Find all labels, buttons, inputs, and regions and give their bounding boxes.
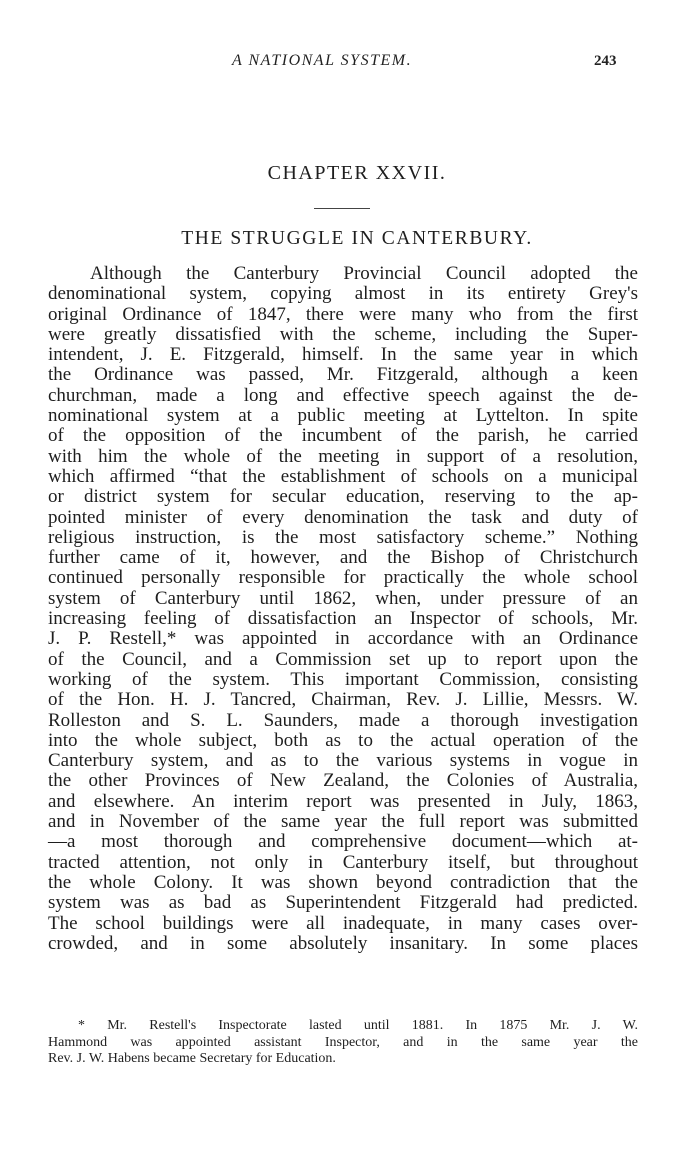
body-line: with him the whole of the meeting in support of a resolution, <box>48 445 638 467</box>
body-line: religious instruction, is the most satisfactory scheme.” Nothing <box>48 526 638 548</box>
body-line: nominational system at a public meeting at Lyttelton. In spite <box>48 405 638 427</box>
body-line: Canterbury system, and as to the various systems in vogue in <box>48 750 638 772</box>
footnote <box>48 1018 638 1068</box>
body-line: churchman, made a long and effective speech against the de- <box>48 384 638 406</box>
body-line: were greatly dissatisfied with the scheme, including the Super- <box>48 323 638 345</box>
body-line: continued personally responsible for practically the whole school <box>48 567 638 589</box>
body-line: The school buildings were all inadequate, in many cases over- <box>48 912 638 934</box>
body-line: system of Canterbury until 1862, when, under pressure of an <box>48 587 638 609</box>
footnote-line: Hammond was appointed assistant Inspector, and in the same year the <box>48 1034 638 1050</box>
footnote-line: * Mr. Restell's Inspectorate lasted until 1881. In 1875 Mr. J. W. <box>78 1018 638 1033</box>
chapter-title: THE STRUGGLE IN CANTERBURY. <box>181 228 533 249</box>
body-line: into the whole subject, both as to the actual operation of the <box>48 729 638 751</box>
footnote-line: Rev. J. W. Habens became Secretary for Education. <box>48 1051 336 1066</box>
body-line: the other Provinces of New Zealand, the Colonies of Australia, <box>48 770 638 792</box>
chapter-divider-rule <box>314 208 370 209</box>
chapter-number: CHAPTER XXVII. <box>267 162 447 184</box>
body-line: or district system for secular education, reserving to the ap- <box>48 486 638 508</box>
body-line: Rolleston and S. L. Saunders, made a thorough investigation <box>48 709 638 731</box>
running-title: A NATIONAL SYSTEM. <box>232 52 413 69</box>
body-line: and in November of the same year the full report was submitted <box>48 811 638 833</box>
body-line: J. P. Restell,* was appointed in accordance with an Ordinance <box>48 628 638 650</box>
body-line: denominational system, copying almost in its entirety Grey's <box>48 283 638 305</box>
body-line: working of the system. This important Commission, consisting <box>48 668 638 690</box>
body-line: of the Hon. H. J. Tancred, Chairman, Rev. J. Lillie, Messrs. W. <box>48 689 638 711</box>
body-line: system was as bad as Superintendent Fitzgerald had predicted. <box>48 892 638 914</box>
body-line: intendent, J. E. Fitzgerald, himself. In the same year in which <box>48 344 638 366</box>
body-paragraph <box>48 264 638 954</box>
body-line: increasing feeling of dissatisfaction an Inspector of schools, Mr. <box>48 608 638 630</box>
body-line: —a most thorough and comprehensive document—which at- <box>48 831 638 853</box>
body-line: original Ordinance of 1847, there were many who from the first <box>48 303 638 325</box>
body-line: crowded, and in some absolutely insanitary. In some places <box>48 932 638 954</box>
body-line: the whole Colony. It was shown beyond contradiction that the <box>48 871 638 893</box>
body-line: which affirmed “that the establishment of schools on a municipal <box>48 465 638 487</box>
body-line: tracted attention, not only in Canterbury itself, but throughout <box>48 851 638 873</box>
body-line: the Ordinance was passed, Mr. Fitzgerald, although a keen <box>48 364 638 386</box>
page-number: 243 <box>594 53 617 69</box>
running-header <box>0 52 700 76</box>
body-line: pointed minister of every denomination the task and duty of <box>48 506 638 528</box>
body-line: and elsewhere. An interim report was presented in July, 1863, <box>48 790 638 812</box>
body-line: further came of it, however, and the Bishop of Christchurch <box>48 547 638 569</box>
body-line: of the Council, and a Commission set up to report upon the <box>48 648 638 670</box>
body-line: Although the Canterbury Provincial Council adopted the <box>90 263 638 284</box>
body-line: of the opposition of the incumbent of the parish, he carried <box>48 425 638 447</box>
